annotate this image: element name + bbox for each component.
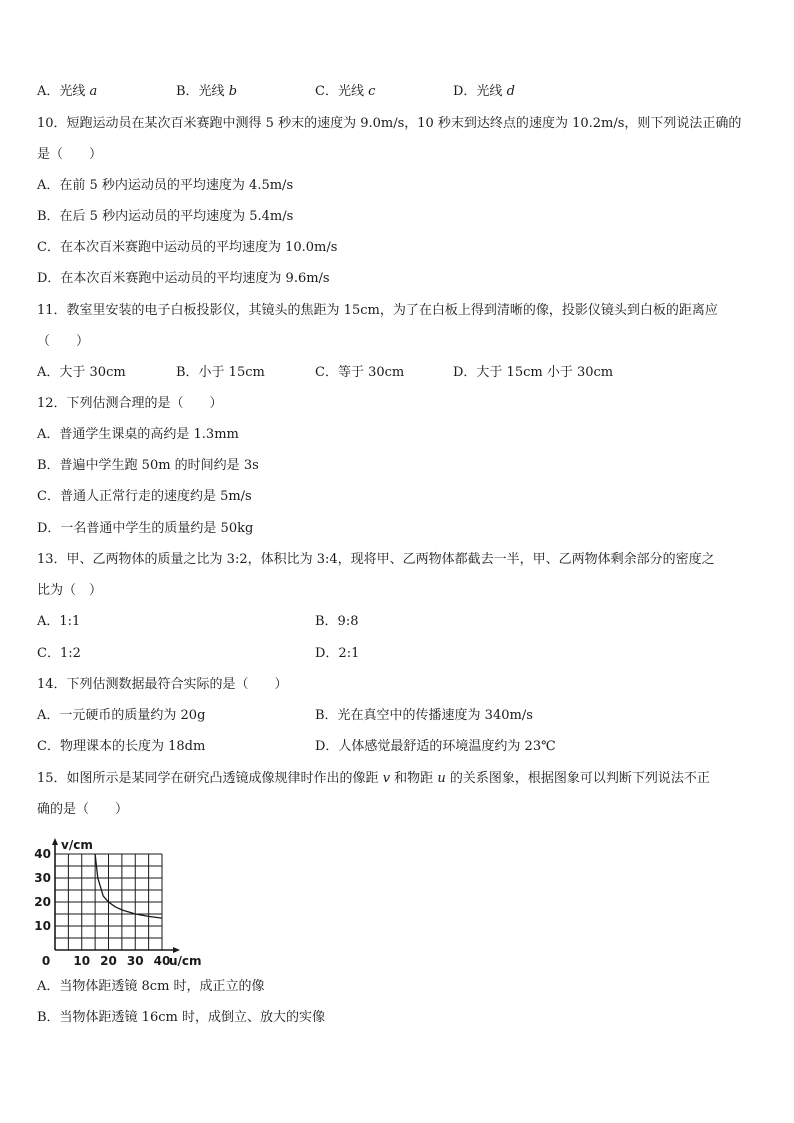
q13-option-d: D．2:1 — [315, 646, 360, 661]
q14-stem: 14．下列估测数据最符合实际的是（ ） — [37, 677, 288, 692]
q15-stem-line1: 15．如图所示是某同学在研究凸透镜成像规律时作出的像距 v 和物距 u 的关系图象，根据图象可以判断下列说法不正 — [37, 771, 710, 786]
q14-option-c: C．物理课本的长度为 18dm — [37, 739, 206, 754]
q11-stem-line1: 11．教室里安装的电子白板投影仪，其镜头的焦距为 15cm，为了在白板上得到清晰的像，投影仪镜头到白板的距离应 — [37, 303, 718, 318]
x-axis-label: u/cm — [169, 954, 202, 966]
q12-stem: 12．下列估测合理的是（ ） — [37, 396, 223, 411]
q15-stem-line2: 确的是（ ） — [37, 802, 129, 817]
q11-option-b: B．小于 15cm — [176, 365, 265, 380]
graph-curve — [95, 854, 162, 918]
v-u-curve — [95, 854, 162, 918]
q9-option-c: C．光线 c — [315, 84, 376, 99]
y-tick-label: 30 — [34, 871, 51, 885]
q15-option-b: B．当物体距透镜 16cm 时，成倒立、放大的实像 — [37, 1010, 325, 1025]
vu-graph — [33, 838, 203, 966]
y-axis-arrow — [52, 838, 58, 845]
y-tick-label: 40 — [34, 847, 51, 861]
q11-option-a: A．大于 30cm — [37, 365, 126, 380]
q12-option-c: C．普通人正常行走的速度约是 5m/s — [37, 489, 252, 504]
q10-option-c: C．在本次百米赛跑中运动员的平均速度为 10.0m/s — [37, 240, 338, 255]
q9-option-d: D．光线 d — [453, 84, 515, 99]
q10-option-a: A．在前 5 秒内运动员的平均速度为 4.5m/s — [37, 178, 294, 193]
y-tick-label: 20 — [34, 895, 51, 909]
q15-figure — [33, 838, 203, 966]
q14-option-b: B．光在真空中的传播速度为 340m/s — [315, 708, 533, 723]
graph-axes — [52, 838, 180, 953]
q9-option-b: B．光线 b — [176, 84, 238, 99]
q14-option-d: D．人体感觉最舒适的环境温度约为 23℃ — [315, 739, 556, 754]
q13-stem-line2: 比为（ ） — [37, 583, 103, 598]
q10-option-d: D．在本次百米赛跑中运动员的平均速度为 9.6m/s — [37, 271, 330, 286]
y-axis-label: v/cm — [61, 838, 93, 852]
x-tick-label: 10 — [73, 954, 91, 966]
x-tick-label: 20 — [100, 954, 117, 966]
x-tick-label: 30 — [126, 954, 144, 966]
q13-option-a: A．1:1 — [37, 614, 81, 629]
y-tick-label: 10 — [34, 919, 51, 933]
q11-option-d: D．大于 15cm 小于 30cm — [453, 365, 614, 380]
x-tick-label: 40 — [153, 954, 171, 966]
q11-stem-line2: （ ） — [37, 334, 90, 349]
q10-stem-line2: 是（ ） — [37, 147, 103, 162]
q14-option-a: A．一元硬币的质量约为 20g — [37, 708, 206, 723]
q12-option-b: B．普遍中学生跑 50m 的时间约是 3s — [37, 458, 259, 473]
q15-option-a: A．当物体距透镜 8cm 时，成正立的像 — [37, 979, 265, 994]
q12-option-a: A．普通学生课桌的高约是 1.3mm — [37, 427, 239, 442]
q10-option-b: B．在后 5 秒内运动员的平均速度为 5.4m/s — [37, 209, 294, 224]
q12-option-d: D．一名普通中学生的质量约是 50kg — [37, 521, 254, 536]
q13-option-b: B．9:8 — [315, 614, 359, 629]
x-axis-arrow — [173, 947, 180, 953]
q11-option-c: C．等于 30cm — [315, 365, 405, 380]
q13-option-c: C．1:2 — [37, 646, 81, 661]
x-tick-label: 0 — [41, 954, 51, 966]
q10-stem-line1: 10．短跑运动员在某次百米赛跑中测得 5 秒末的速度为 9.0m/s，10 秒末到达终点的速度为 10.2m/s，则下列说法正确的 — [37, 116, 742, 131]
q13-stem-line1: 13．甲、乙两物体的质量之比为 3:2，体积比为 3:4，现将甲、乙两物体都截去一半，甲、乙两物体剩余部分的密度之 — [37, 552, 715, 567]
q9-option-a: A．光线 a — [37, 84, 98, 99]
